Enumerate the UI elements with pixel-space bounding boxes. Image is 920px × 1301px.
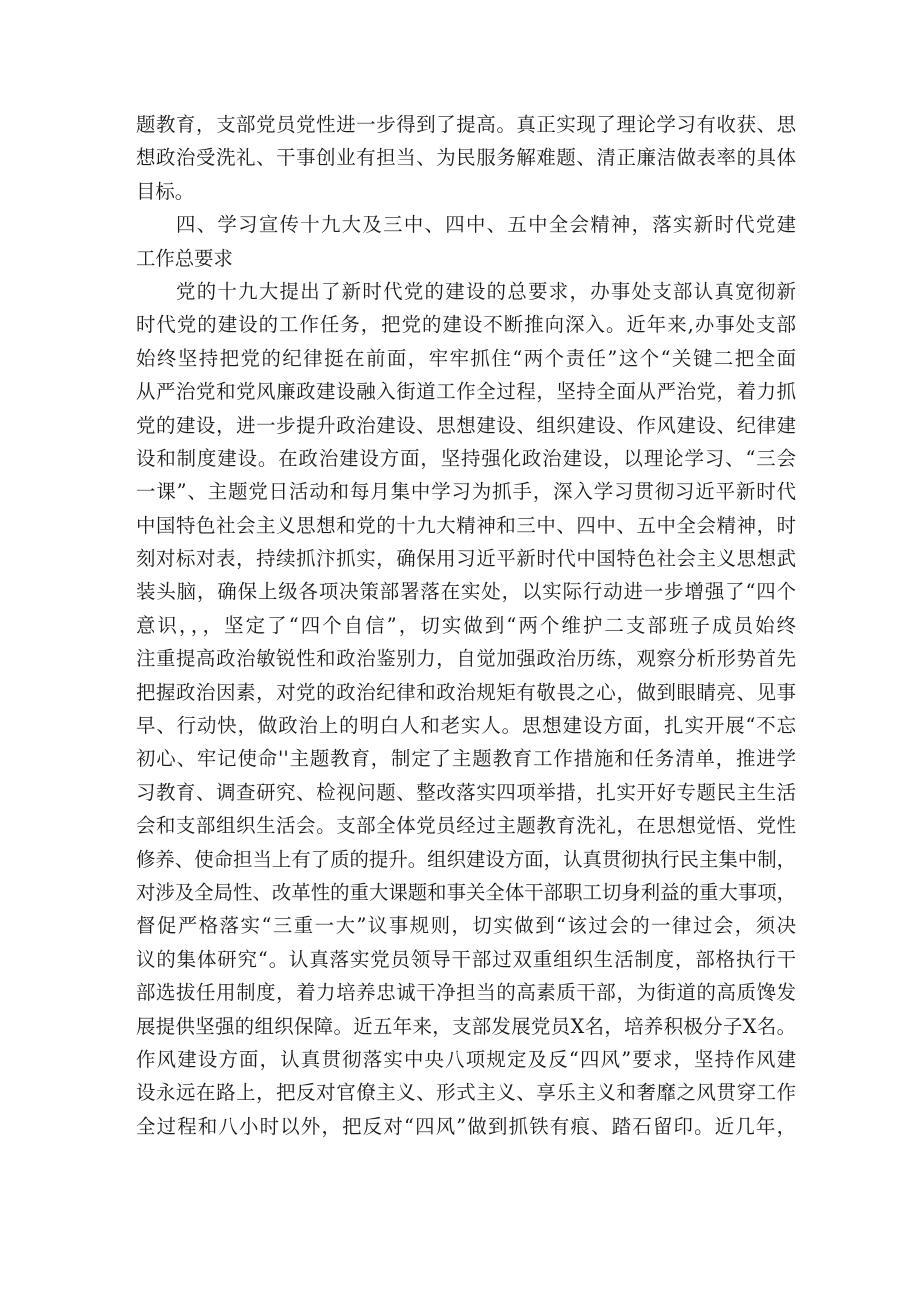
paragraph-line: 党的建设，进一步提升政治建设、思想建设、组织建设、作风建设、纪律建	[136, 413, 796, 437]
paragraph-line: 设永远在路上，把反对官僚主义、形式主义、享乐主义和奢靡之风贯穿工作	[136, 1081, 796, 1105]
paragraph-line: 始终坚持把党的纪律挺在前面，牢牢抓住“两个责任”这个“关键二把全面	[136, 346, 796, 370]
paragraph-line: 修养、使命担当上有了质的提升。组织建设方面，认真贯彻执行民主集中制，	[136, 847, 796, 871]
paragraph-line: 目标。	[136, 179, 195, 203]
paragraph-line: 想政治受洗礼、干事创业有担当、为民服务解难题、清正廉洁做表率的具体	[136, 146, 796, 170]
paragraph-line: 初心、牢记使命''主题教育，制定了主题教育工作措施和任务清单，推进学	[136, 747, 796, 771]
paragraph-line: 督促严格落实“三重一大”议事规则，切实做到“该过会的一律过会，须决	[136, 914, 796, 938]
paragraph-line: 会和支部组织生活会。支部全体党员经过主题教育洗礼，在思想觉悟、党性	[136, 814, 796, 838]
paragraph-line: 党的十九大提出了新时代党的建设的总要求，办事处支部认真宽彻新	[176, 279, 796, 303]
paragraph-line: 刻对标对表，持续抓汴抓实，确保用习近平新时代中国特色社会主义思想武	[136, 547, 796, 571]
section-heading-line: 工作总要求	[136, 246, 233, 270]
paragraph-line: 注重提高政治敏锐性和政治鉴别力，自觉加强政治历练，观察分析形势首先	[136, 647, 796, 671]
paragraph-line: 全过程和八小时以外，把反对“四风”做到抓铁有痕、踏石留印。近几年，	[136, 1114, 796, 1138]
paragraph-line: 作风建设方面，认真贯彻落实中央八项规定及反“四风”要求，坚持作风建	[136, 1047, 796, 1071]
paragraph-line: 装头脑，确保上级各项决策部署落在实处，以实际行动进一步增强了“四个	[136, 580, 796, 604]
paragraph-line: 早、行动快，做政治上的明白人和老实人。思想建设方面，扎实开展“不忘	[136, 714, 796, 738]
paragraph-line: 意识，，，坚定了“四个自信”，切实做到“两个维护二支部班子成员始终	[136, 613, 796, 637]
paragraph-line: 一课”、主题党日活动和每月集中学习为抓手，深入学习贯彻习近平新时代	[136, 480, 796, 504]
document-body	[136, 108, 796, 1143]
paragraph-line: 习教育、调查研究、检视问题、整改落实四项举措，扎实开好专题民主生活	[136, 780, 796, 804]
paragraph-line: 展提供坚强的组织保障。近五年来，支部发展党员X名，培养积极分子X名。	[136, 1014, 796, 1038]
paragraph-line: 从严治党和党风廉政建设融入街道工作全过程，坚持全面从严治党，着力抓	[136, 380, 796, 404]
paragraph-line: 议的集体研究“。认真落实党员领导干部过双重组织生活制度，部格执行干	[136, 947, 796, 971]
paragraph-line: 部选拔任用制度，着力培养忠诚干净担当的高素质干部，为街道的高质馋发	[136, 981, 796, 1005]
paragraph-line: 把握政治因素，对党的政治纪律和政治规矩有敬畏之心，做到眼睛亮、见事	[136, 680, 796, 704]
paragraph-line: 设和制度建设。在政治建设方面，坚持强化政治建设，以理论学习、“三会	[136, 446, 796, 470]
section-heading-line: 四、学习宣传十九大及三中、四中、五中全会精神，落实新时代党建	[176, 213, 796, 237]
paragraph-line: 题教育，支部党员党性进一步得到了提高。真正实现了理论学习有收获、思	[136, 113, 796, 136]
paragraph-line: 对涉及全局性、改革性的重大课题和事关全体干部职工切身利益的重大事项，	[136, 880, 796, 904]
paragraph-line: 中国特色社会主义思想和党的十九大精神和三中、四中、五中全会精神，时	[136, 513, 796, 537]
paragraph-line: 时代党的建设的工作任务，把党的建设不断推向深入。近年来,办事处支部	[136, 313, 796, 337]
